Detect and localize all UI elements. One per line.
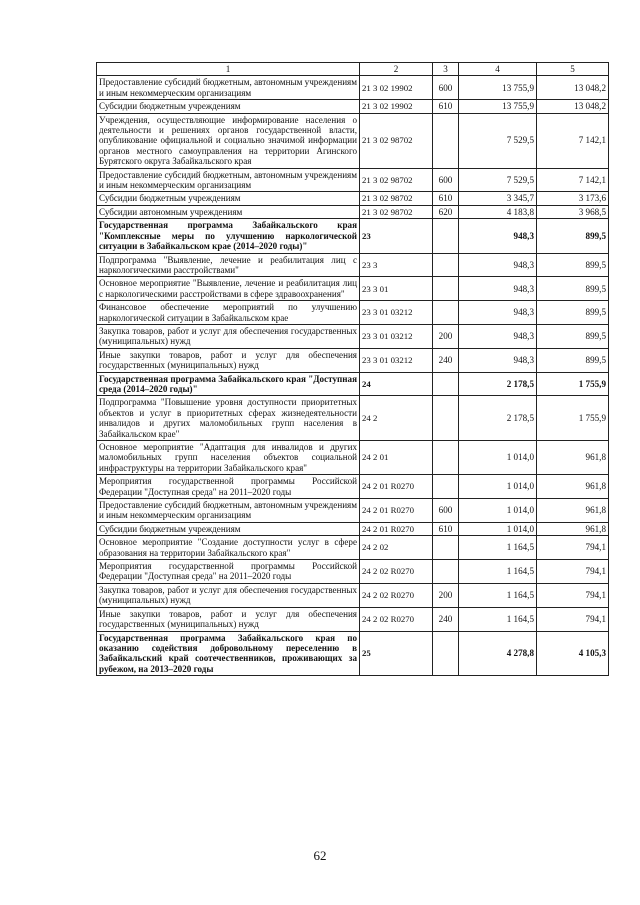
row-value-col4-cell: 948,3 [459, 253, 537, 277]
table-row [97, 192, 609, 205]
table-row [97, 522, 609, 535]
header-col-1: 1 [97, 63, 360, 76]
row-expense-type-cell [433, 219, 459, 253]
row-value-col5-cell: 899,5 [537, 348, 609, 372]
row-name-cell: Субсидии бюджетным учреждениям [97, 522, 360, 535]
row-name-cell: Государственная программа Забайкальского края "Комплексные меры по улучшению наркологической ситуации в Забайкальском крае (2014–2020 годы)" [97, 219, 360, 253]
row-expense-type-cell: 600 [433, 499, 459, 523]
row-value-col5-cell: 961,8 [537, 522, 609, 535]
table-row [97, 499, 609, 523]
header-col-2: 2 [360, 63, 433, 76]
table-header-row [97, 63, 609, 76]
row-name-cell: Финансовое обеспечение мероприятий по улучшению наркологической ситуации в Забайкальском крае [97, 301, 360, 325]
budget-table [96, 62, 609, 676]
row-code-cell: 24 2 02 R0270 [360, 560, 433, 584]
row-expense-type-cell: 600 [433, 168, 459, 192]
table-row [97, 301, 609, 325]
row-value-col4-cell: 948,3 [459, 277, 537, 301]
row-value-col4-cell: 2 178,5 [459, 372, 537, 396]
row-value-col5-cell: 899,5 [537, 324, 609, 348]
table-row [97, 536, 609, 560]
row-code-cell: 23 3 01 [360, 277, 433, 301]
row-expense-type-cell [433, 560, 459, 584]
header-col-3: 3 [433, 63, 459, 76]
table-body [97, 76, 609, 676]
row-value-col4-cell: 7 529,5 [459, 113, 537, 168]
row-expense-type-cell [433, 113, 459, 168]
row-expense-type-cell: 600 [433, 76, 459, 100]
row-value-col4-cell: 4 278,8 [459, 631, 537, 676]
row-value-col5-cell: 794,1 [537, 560, 609, 584]
row-name-cell: Подпрограмма "Выявление, лечение и реабилитация лиц с наркологическими расстройствами" [97, 253, 360, 277]
row-value-col5-cell: 899,5 [537, 219, 609, 253]
table-row [97, 219, 609, 253]
row-code-cell: 23 [360, 219, 433, 253]
row-value-col5-cell: 7 142,1 [537, 168, 609, 192]
row-name-cell: Предоставление субсидий бюджетным, автономным учреждениям и иным некоммерческим организациям [97, 168, 360, 192]
table-row [97, 168, 609, 192]
row-value-col5-cell: 13 048,2 [537, 100, 609, 113]
row-code-cell: 24 2 01 R0270 [360, 499, 433, 523]
row-code-cell: 24 2 01 R0270 [360, 522, 433, 535]
row-value-col4-cell: 1 164,5 [459, 560, 537, 584]
table-row [97, 607, 609, 631]
row-code-cell: 21 3 02 98702 [360, 168, 433, 192]
row-value-col4-cell: 948,3 [459, 219, 537, 253]
row-expense-type-cell: 200 [433, 324, 459, 348]
row-value-col5-cell: 4 105,3 [537, 631, 609, 676]
table-row [97, 324, 609, 348]
row-name-cell: Субсидии бюджетным учреждениям [97, 192, 360, 205]
row-code-cell: 23 3 01 03212 [360, 348, 433, 372]
row-name-cell: Предоставление субсидий бюджетным, автономным учреждениям и иным некоммерческим организациям [97, 499, 360, 523]
row-name-cell: Мероприятия государственной программы Российской Федерации "Доступная среда" на 2011–2020 годы [97, 560, 360, 584]
row-value-col4-cell: 7 529,5 [459, 168, 537, 192]
table-row [97, 560, 609, 584]
row-value-col5-cell: 899,5 [537, 253, 609, 277]
row-value-col5-cell: 961,8 [537, 475, 609, 499]
table-row [97, 396, 609, 441]
row-code-cell: 25 [360, 631, 433, 676]
row-expense-type-cell: 610 [433, 522, 459, 535]
row-code-cell: 23 3 01 03212 [360, 301, 433, 325]
header-col-5: 5 [537, 63, 609, 76]
table-row [97, 348, 609, 372]
row-code-cell: 24 2 01 [360, 441, 433, 475]
row-code-cell: 23 3 01 03212 [360, 324, 433, 348]
row-name-cell: Мероприятия государственной программы Российской Федерации "Доступная среда" на 2011–2020 годы [97, 475, 360, 499]
header-col-4: 4 [459, 63, 537, 76]
table-row [97, 205, 609, 218]
row-name-cell: Закупка товаров, работ и услуг для обеспечения государственных (муниципальных) нужд [97, 324, 360, 348]
table-row [97, 76, 609, 100]
row-name-cell: Государственная программа Забайкальского края "Доступная среда (2014–2020 годы)" [97, 372, 360, 396]
row-expense-type-cell [433, 441, 459, 475]
row-expense-type-cell [433, 536, 459, 560]
row-value-col5-cell: 794,1 [537, 536, 609, 560]
row-name-cell: Основное мероприятие "Создание доступности услуг в сфере образования на территории Забайкальского края" [97, 536, 360, 560]
row-value-col5-cell: 899,5 [537, 301, 609, 325]
row-name-cell: Учреждения, осуществляющие информирование населения о деятельности и решениях органов государственной власти, опубликование официальной и социально значимой информации органов местного самоуправления на территории Агинского Бурятского округа Забайкальского края [97, 113, 360, 168]
row-value-col4-cell: 1 164,5 [459, 583, 537, 607]
row-value-col4-cell: 1 014,0 [459, 499, 537, 523]
row-name-cell: Предоставление субсидий бюджетным, автономным учреждениям и иным некоммерческим организациям [97, 76, 360, 100]
row-expense-type-cell [433, 475, 459, 499]
row-value-col4-cell: 1 014,0 [459, 475, 537, 499]
row-code-cell: 24 2 02 [360, 536, 433, 560]
table-row [97, 583, 609, 607]
row-expense-type-cell: 240 [433, 607, 459, 631]
row-expense-type-cell [433, 253, 459, 277]
row-code-cell: 24 [360, 372, 433, 396]
row-value-col5-cell: 13 048,2 [537, 76, 609, 100]
table-row [97, 475, 609, 499]
row-code-cell: 24 2 02 R0270 [360, 583, 433, 607]
row-name-cell: Основное мероприятие "Адаптация для инвалидов и других маломобильных групп населения объектов социальной инфраструктуры на территории Забайкальского края" [97, 441, 360, 475]
row-code-cell: 21 3 02 19902 [360, 100, 433, 113]
row-code-cell: 23 3 [360, 253, 433, 277]
row-value-col5-cell: 3 173,6 [537, 192, 609, 205]
page-number: 62 [313, 848, 327, 863]
row-value-col4-cell: 4 183,8 [459, 205, 537, 218]
row-value-col4-cell: 2 178,5 [459, 396, 537, 441]
row-value-col4-cell: 1 014,0 [459, 522, 537, 535]
row-code-cell: 24 2 [360, 396, 433, 441]
row-expense-type-cell [433, 396, 459, 441]
row-value-col5-cell: 961,8 [537, 499, 609, 523]
table-row [97, 113, 609, 168]
row-name-cell: Закупка товаров, работ и услуг для обеспечения государственных (муниципальных) нужд [97, 583, 360, 607]
row-expense-type-cell [433, 372, 459, 396]
row-name-cell: Субсидии бюджетным учреждениям [97, 100, 360, 113]
row-value-col5-cell: 7 142,1 [537, 113, 609, 168]
row-value-col5-cell: 1 755,9 [537, 372, 609, 396]
row-code-cell: 21 3 02 98702 [360, 192, 433, 205]
row-value-col4-cell: 1 164,5 [459, 607, 537, 631]
row-value-col4-cell: 948,3 [459, 348, 537, 372]
row-code-cell: 24 2 02 R0270 [360, 607, 433, 631]
table-row [97, 253, 609, 277]
row-name-cell: Иные закупки товаров, работ и услуг для обеспечения государственных (муниципальных) нужд [97, 348, 360, 372]
row-expense-type-cell [433, 301, 459, 325]
row-value-col5-cell: 794,1 [537, 583, 609, 607]
table-row [97, 631, 609, 676]
row-value-col4-cell: 3 345,7 [459, 192, 537, 205]
row-name-cell: Основное мероприятие "Выявление, лечение и реабилитация лиц с наркологическими расстройствами в сфере здравоохранения" [97, 277, 360, 301]
row-name-cell: Подпрограмма "Повышение уровня доступности приоритетных объектов и услуг в приоритетных сферах жизнедеятельности инвалидов и других маломобильных групп населения в Забайкальском крае" [97, 396, 360, 441]
row-expense-type-cell: 200 [433, 583, 459, 607]
row-name-cell: Субсидии автономным учреждениям [97, 205, 360, 218]
row-code-cell: 21 3 02 98702 [360, 113, 433, 168]
row-expense-type-cell [433, 277, 459, 301]
row-expense-type-cell: 240 [433, 348, 459, 372]
row-code-cell: 24 2 01 R0270 [360, 475, 433, 499]
row-value-col4-cell: 1 164,5 [459, 536, 537, 560]
row-value-col4-cell: 13 755,9 [459, 76, 537, 100]
table-row [97, 441, 609, 475]
row-code-cell: 21 3 02 19902 [360, 76, 433, 100]
row-expense-type-cell: 610 [433, 192, 459, 205]
row-value-col5-cell: 3 968,5 [537, 205, 609, 218]
row-name-cell: Государственная программа Забайкальского края по оказанию содействия добровольному переселению в Забайкальский край соотечественников, проживающих за рубежом, на 2013–2020 годы [97, 631, 360, 676]
row-value-col5-cell: 794,1 [537, 607, 609, 631]
row-value-col5-cell: 961,8 [537, 441, 609, 475]
row-name-cell: Иные закупки товаров, работ и услуг для обеспечения государственных (муниципальных) нужд [97, 607, 360, 631]
row-expense-type-cell [433, 631, 459, 676]
table-row [97, 277, 609, 301]
row-value-col5-cell: 1 755,9 [537, 396, 609, 441]
table-row [97, 372, 609, 396]
row-expense-type-cell: 620 [433, 205, 459, 218]
row-value-col4-cell: 948,3 [459, 324, 537, 348]
row-value-col4-cell: 13 755,9 [459, 100, 537, 113]
row-value-col4-cell: 948,3 [459, 301, 537, 325]
row-code-cell: 21 3 02 98702 [360, 205, 433, 218]
table-row [97, 100, 609, 113]
row-value-col4-cell: 1 014,0 [459, 441, 537, 475]
row-value-col5-cell: 899,5 [537, 277, 609, 301]
row-expense-type-cell: 610 [433, 100, 459, 113]
